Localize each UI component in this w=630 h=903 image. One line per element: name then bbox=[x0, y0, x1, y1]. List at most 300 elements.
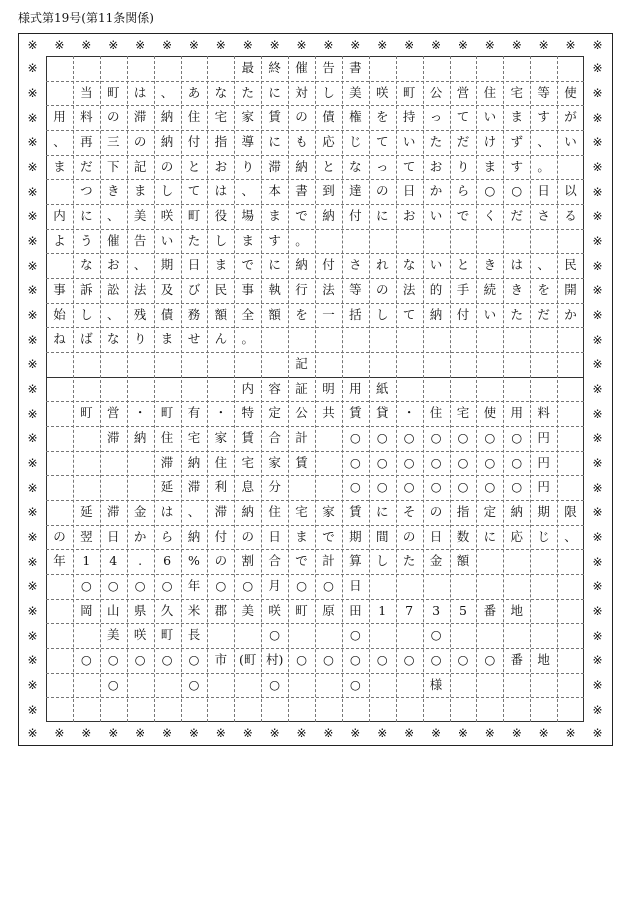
grid-cell: を bbox=[295, 306, 308, 322]
grid-cell: 訟 bbox=[106, 282, 120, 298]
manuscript-form-sheet bbox=[18, 33, 613, 746]
grid-cell: ○ bbox=[484, 652, 496, 668]
grid-cell: 催 bbox=[295, 60, 308, 76]
grid-cell: ん bbox=[214, 331, 228, 347]
grid-cell: の bbox=[106, 109, 120, 125]
grid-cell: 町 bbox=[80, 405, 93, 421]
border-mark: ※ bbox=[27, 332, 38, 347]
grid-cell: 付 bbox=[349, 208, 362, 224]
grid-cell: ○ bbox=[215, 578, 227, 594]
grid-cell: の bbox=[160, 158, 174, 174]
border-mark: ※ bbox=[215, 726, 226, 740]
grid-cell: 権 bbox=[349, 109, 362, 125]
border-mark: ※ bbox=[592, 406, 603, 421]
border-mark: ※ bbox=[592, 283, 603, 298]
border-mark: ※ bbox=[592, 554, 603, 569]
grid-cell: 達 bbox=[349, 183, 362, 199]
grid-cell: の bbox=[133, 134, 147, 150]
grid-cell: 書 bbox=[349, 60, 362, 76]
grid-cell: で bbox=[295, 553, 308, 569]
border-mark: ※ bbox=[27, 38, 38, 52]
grid-cell: 日 bbox=[429, 528, 443, 544]
grid-cell: 美 bbox=[241, 602, 254, 618]
grid-cell: 最 bbox=[241, 60, 254, 76]
grid-cell: ○ bbox=[349, 454, 361, 470]
border-mark: ※ bbox=[27, 529, 38, 544]
border-mark: ※ bbox=[592, 480, 603, 495]
grid-cell: お bbox=[402, 208, 416, 224]
grid-cell: 催 bbox=[106, 232, 120, 248]
grid-cell: つ bbox=[80, 183, 93, 199]
border-mark: ※ bbox=[592, 307, 603, 322]
grid-cell: 、 bbox=[537, 134, 550, 150]
grid-cell: は bbox=[160, 504, 174, 520]
grid-cell: 法 bbox=[322, 282, 335, 298]
grid-cell: ま bbox=[268, 208, 281, 224]
grid-cell: 期 bbox=[537, 504, 550, 520]
grid-cell: だ bbox=[80, 158, 93, 174]
border-mark: ※ bbox=[592, 677, 603, 692]
grid-cell: 滞 bbox=[268, 158, 281, 174]
grid-cell: 容 bbox=[268, 380, 281, 396]
grid-cell: 全 bbox=[241, 306, 254, 322]
grid-cell: 滞 bbox=[106, 504, 120, 520]
grid-cell: 滞 bbox=[160, 454, 174, 470]
grid-cell: ○ bbox=[349, 430, 361, 446]
grid-cell: し bbox=[214, 232, 228, 248]
grid-cell: 応 bbox=[322, 134, 335, 150]
border-mark: ※ bbox=[484, 38, 495, 52]
border-mark: ※ bbox=[592, 579, 603, 594]
grid-cell: 債 bbox=[160, 306, 174, 322]
grid-cell: れ bbox=[375, 257, 389, 273]
grid-cell: ま bbox=[53, 158, 66, 174]
grid-cell: . bbox=[138, 553, 143, 569]
grid-cell: で bbox=[295, 208, 308, 224]
border-mark: ※ bbox=[188, 726, 199, 740]
grid-cell: 。 bbox=[537, 158, 550, 174]
border-mark: ※ bbox=[27, 184, 38, 199]
grid-cell: に bbox=[375, 208, 389, 224]
grid-cell: に bbox=[268, 134, 281, 150]
grid-cell: ○ bbox=[296, 652, 307, 668]
grid-cell: ば bbox=[80, 331, 93, 347]
grid-cell: 原 bbox=[322, 602, 335, 618]
grid-cell: 円 bbox=[537, 479, 550, 495]
grid-cell: 下 bbox=[106, 158, 120, 174]
border-mark: ※ bbox=[27, 61, 38, 76]
border-mark: ※ bbox=[27, 233, 38, 248]
grid-cell: 年 bbox=[53, 553, 66, 569]
grid-cell: の bbox=[214, 553, 228, 569]
grid-cell: き bbox=[483, 257, 497, 273]
grid-cell: ○ bbox=[484, 430, 496, 446]
grid-cell: 年 bbox=[187, 578, 201, 594]
grid-cell: 計 bbox=[295, 430, 308, 446]
grid-cell: 到 bbox=[322, 183, 335, 199]
grid-cell: 公 bbox=[295, 405, 308, 421]
grid-cell: と bbox=[456, 257, 470, 273]
border-mark: ※ bbox=[592, 431, 603, 446]
border-mark: ※ bbox=[431, 726, 442, 740]
grid-cell: 住 bbox=[160, 430, 174, 446]
border-mark: ※ bbox=[27, 726, 38, 740]
grid-cell: あ bbox=[187, 84, 201, 100]
grid-cell: 宅 bbox=[510, 84, 523, 100]
grid-cell: 地 bbox=[537, 652, 550, 668]
border-mark: ※ bbox=[54, 38, 65, 52]
grid-cell: 法 bbox=[133, 282, 147, 298]
grid-cell: と bbox=[322, 158, 335, 174]
grid-cell: ○ bbox=[269, 676, 281, 692]
grid-cell: (町 bbox=[239, 652, 257, 668]
grid-cell: 納 bbox=[133, 430, 147, 446]
grid-cell: 、 bbox=[564, 528, 577, 544]
grid-cell: 特 bbox=[241, 405, 254, 421]
grid-cell: 分 bbox=[268, 479, 281, 495]
grid-cell: い bbox=[429, 208, 443, 224]
grid-cell: 滞 bbox=[106, 430, 120, 446]
grid-col-line bbox=[127, 56, 128, 722]
grid-cell: く bbox=[483, 208, 497, 224]
border-mark: ※ bbox=[296, 38, 307, 52]
grid-cell: 息 bbox=[241, 479, 254, 495]
border-mark: ※ bbox=[27, 677, 38, 692]
grid-cell: 美 bbox=[133, 208, 147, 224]
grid-cell: 番 bbox=[510, 652, 523, 668]
grid-cell: 日 bbox=[268, 528, 281, 544]
border-mark: ※ bbox=[27, 110, 38, 125]
grid-cell: を bbox=[537, 282, 550, 298]
border-mark: ※ bbox=[27, 307, 38, 322]
border-mark: ※ bbox=[27, 159, 38, 174]
grid-cell: し bbox=[80, 306, 93, 322]
grid-cell: ら bbox=[456, 183, 470, 199]
grid-cell: ○ bbox=[107, 676, 119, 692]
grid-cell: ・ bbox=[133, 405, 147, 421]
border-mark: ※ bbox=[592, 357, 603, 372]
grid-cell: に bbox=[268, 84, 281, 100]
grid-cell: て bbox=[187, 183, 201, 199]
grid-cell: だ bbox=[537, 306, 550, 322]
grid-cell: 告 bbox=[322, 60, 335, 76]
grid-cell: り bbox=[456, 158, 470, 174]
grid-cell: ま bbox=[510, 109, 523, 125]
grid-cell: だ bbox=[510, 208, 523, 224]
grid-cell: 、 bbox=[106, 306, 120, 322]
grid-cell: 額 bbox=[456, 553, 470, 569]
grid-cell: 算 bbox=[349, 553, 362, 569]
grid-cell: 公 bbox=[429, 84, 443, 100]
grid-cell: り bbox=[133, 331, 147, 347]
border-mark: ※ bbox=[242, 38, 253, 52]
border-mark: ※ bbox=[135, 726, 146, 740]
form-number-caption: 様式第19号(第11条関係) bbox=[18, 11, 154, 25]
grid-col-line bbox=[557, 56, 558, 722]
grid-cell: 賃 bbox=[349, 504, 362, 520]
grid-cell: 家 bbox=[268, 454, 281, 470]
grid-cell: せ bbox=[187, 331, 201, 347]
grid-cell: 咲 bbox=[375, 84, 389, 100]
grid-cell: 。 bbox=[241, 331, 254, 347]
border-mark: ※ bbox=[592, 159, 603, 174]
grid-cell: 地 bbox=[510, 602, 523, 618]
grid-cell: ○ bbox=[322, 652, 334, 668]
grid-cell: ○ bbox=[376, 479, 388, 495]
grid-cell: は bbox=[510, 257, 523, 273]
border-mark: ※ bbox=[27, 85, 38, 100]
border-mark: ※ bbox=[431, 38, 442, 52]
grid-cell: 円 bbox=[537, 430, 550, 446]
grid-cell: な bbox=[402, 257, 416, 273]
grid-cell: 滞 bbox=[214, 504, 228, 520]
grid-cell: よ bbox=[53, 232, 66, 248]
grid-cell: し bbox=[375, 553, 389, 569]
grid-cell: 住 bbox=[187, 109, 201, 125]
grid-cell: 住 bbox=[214, 454, 228, 470]
grid-cell: 美 bbox=[349, 84, 362, 100]
grid-cell: ○ bbox=[80, 578, 92, 594]
grid-cell: 家 bbox=[241, 109, 254, 125]
grid-cell: ○ bbox=[403, 652, 415, 668]
grid-cell: 額 bbox=[268, 306, 281, 322]
border-mark: ※ bbox=[457, 726, 468, 740]
grid-cell: た bbox=[241, 84, 254, 100]
grid-cell: ○ bbox=[484, 479, 496, 495]
grid-cell: 町 bbox=[295, 602, 308, 618]
grid-col-line bbox=[476, 56, 477, 722]
grid-cell: は bbox=[133, 84, 147, 100]
grid-cell: 書 bbox=[295, 183, 308, 199]
grid-cell: 等 bbox=[537, 84, 550, 100]
grid-cell: お bbox=[429, 158, 443, 174]
grid-cell: 執 bbox=[268, 282, 281, 298]
grid-cell: 納 bbox=[187, 528, 201, 544]
grid-cell: 納 bbox=[160, 109, 174, 125]
grid-cell: 当 bbox=[80, 84, 93, 100]
grid-cell: た bbox=[187, 232, 201, 248]
grid-cell: り bbox=[241, 158, 254, 174]
grid-cell: う bbox=[80, 232, 93, 248]
grid-cell: き bbox=[510, 282, 523, 298]
grid-cell: 宅 bbox=[241, 454, 254, 470]
border-mark: ※ bbox=[269, 38, 280, 52]
grid-cell: 額 bbox=[214, 306, 228, 322]
grid-cell: 。 bbox=[295, 232, 308, 248]
border-mark: ※ bbox=[27, 431, 38, 446]
border-mark: ※ bbox=[108, 38, 119, 52]
grid-cell: 営 bbox=[456, 84, 470, 100]
grid-cell: 使 bbox=[483, 405, 497, 421]
grid-cell: の bbox=[429, 504, 443, 520]
border-mark: ※ bbox=[162, 38, 173, 52]
border-mark: ※ bbox=[592, 381, 603, 396]
grid-cell: ま bbox=[483, 158, 497, 174]
border-mark: ※ bbox=[511, 726, 522, 740]
grid-cell: 始 bbox=[53, 306, 66, 322]
grid-cell: ○ bbox=[161, 652, 173, 668]
grid-cell: ず bbox=[510, 134, 523, 150]
grid-cell: 、 bbox=[537, 257, 550, 273]
grid-cell: 終 bbox=[268, 60, 281, 76]
grid-cell: 納 bbox=[510, 504, 523, 520]
grid-cell: 法 bbox=[402, 282, 416, 298]
grid-cell: な bbox=[349, 158, 362, 174]
border-mark: ※ bbox=[592, 184, 603, 199]
grid-cell: 共 bbox=[322, 405, 335, 421]
border-mark: ※ bbox=[404, 726, 415, 740]
grid-cell: ○ bbox=[376, 430, 388, 446]
grid-cell: ○ bbox=[430, 479, 442, 495]
grid-cell: 納 bbox=[187, 454, 201, 470]
grid-cell: 的 bbox=[429, 282, 443, 298]
border-mark: ※ bbox=[27, 135, 38, 150]
grid-cell: ○ bbox=[457, 479, 469, 495]
grid-cell: 、 bbox=[53, 134, 66, 150]
grid-cell: 日 bbox=[537, 183, 550, 199]
border-mark: ※ bbox=[81, 38, 92, 52]
grid-cell: ○ bbox=[134, 578, 146, 594]
grid-cell: 内 bbox=[53, 208, 66, 224]
grid-cell: ま bbox=[214, 257, 228, 273]
grid-cell: 民 bbox=[564, 257, 577, 273]
grid-cell: 記 bbox=[295, 356, 308, 372]
grid-cell: 限 bbox=[564, 504, 577, 520]
border-mark: ※ bbox=[592, 110, 603, 125]
grid-cell: な bbox=[106, 331, 120, 347]
grid-cell: 三 bbox=[106, 134, 120, 150]
grid-cell: ○ bbox=[349, 479, 361, 495]
grid-cell: が bbox=[564, 109, 577, 125]
border-mark: ※ bbox=[135, 38, 146, 52]
grid-cell: か bbox=[429, 183, 443, 199]
grid-cell: か bbox=[133, 528, 147, 544]
grid-cell: 納 bbox=[160, 134, 174, 150]
border-mark: ※ bbox=[592, 135, 603, 150]
grid-cell: 賃 bbox=[349, 405, 362, 421]
grid-cell: ○ bbox=[296, 578, 307, 594]
grid-cell: 県 bbox=[133, 602, 147, 618]
border-mark: ※ bbox=[592, 628, 603, 643]
grid-cell: い bbox=[402, 134, 416, 150]
grid-cell: 行 bbox=[295, 282, 308, 298]
grid-col-line bbox=[234, 56, 235, 722]
border-mark: ※ bbox=[484, 726, 495, 740]
grid-cell: 納 bbox=[241, 504, 254, 520]
border-mark: ※ bbox=[162, 726, 173, 740]
grid-cell: 賃 bbox=[295, 454, 308, 470]
grid-cell: 以 bbox=[564, 183, 577, 199]
border-mark: ※ bbox=[592, 258, 603, 273]
grid-cell: 納 bbox=[429, 306, 443, 322]
grid-cell: 1 bbox=[82, 553, 91, 569]
grid-cell: し bbox=[160, 183, 174, 199]
grid-cell: 割 bbox=[241, 553, 254, 569]
grid-cell: び bbox=[187, 282, 201, 298]
border-mark: ※ bbox=[27, 603, 38, 618]
grid-cell: 訴 bbox=[80, 282, 93, 298]
grid-cell: で bbox=[456, 208, 470, 224]
grid-cell: ○ bbox=[134, 652, 146, 668]
grid-cell: 用 bbox=[53, 109, 66, 125]
grid-cell: 貸 bbox=[375, 405, 389, 421]
grid-cell: 計 bbox=[322, 553, 335, 569]
grid-cell: 岡 bbox=[80, 602, 93, 618]
grid-col-line bbox=[73, 56, 74, 722]
grid-cell: 咲 bbox=[133, 627, 147, 643]
grid-col-line bbox=[503, 56, 504, 722]
grid-cell: 町 bbox=[402, 84, 416, 100]
grid-cell: 期 bbox=[160, 257, 174, 273]
border-mark: ※ bbox=[323, 38, 334, 52]
grid-cell: ○ bbox=[511, 183, 523, 199]
grid-cell: い bbox=[483, 109, 497, 125]
grid-cell: 手 bbox=[456, 282, 470, 298]
border-mark: ※ bbox=[377, 726, 388, 740]
grid-cell: ○ bbox=[376, 652, 388, 668]
border-mark: ※ bbox=[350, 38, 361, 52]
grid-cell: 納 bbox=[295, 158, 308, 174]
grid-cell: 使 bbox=[564, 84, 577, 100]
grid-col-line bbox=[154, 56, 155, 722]
grid-cell: 咲 bbox=[268, 602, 281, 618]
grid-col-line bbox=[315, 56, 316, 722]
grid-cell: 場 bbox=[241, 208, 254, 224]
grid-cell: 米 bbox=[187, 602, 201, 618]
grid-cell: 残 bbox=[133, 306, 147, 322]
grid-cell: 債 bbox=[322, 109, 335, 125]
grid-cell: 咲 bbox=[160, 208, 174, 224]
grid-cell: 美 bbox=[106, 627, 120, 643]
grid-cell: て bbox=[375, 134, 389, 150]
grid-cell: 1 bbox=[378, 602, 387, 618]
border-mark: ※ bbox=[592, 85, 603, 100]
grid-cell: に bbox=[375, 504, 389, 520]
grid-col-line bbox=[450, 56, 451, 722]
grid-cell: さ bbox=[349, 257, 362, 273]
border-mark: ※ bbox=[27, 381, 38, 396]
grid-cell: 付 bbox=[214, 528, 228, 544]
border-mark: ※ bbox=[269, 726, 280, 740]
grid-cell: け bbox=[483, 134, 497, 150]
grid-cell: し bbox=[322, 84, 335, 100]
grid-cell: 様 bbox=[429, 676, 443, 692]
grid-cell: だ bbox=[456, 134, 470, 150]
grid-cell: じ bbox=[349, 134, 362, 150]
border-mark: ※ bbox=[592, 702, 603, 717]
grid-cell: っ bbox=[375, 158, 389, 174]
grid-cell: 告 bbox=[133, 232, 147, 248]
grid-cell: ○ bbox=[430, 627, 442, 643]
grid-cell: ○ bbox=[80, 652, 92, 668]
border-mark: ※ bbox=[565, 726, 576, 740]
grid-col-line bbox=[288, 56, 289, 722]
grid-cell: な bbox=[214, 84, 228, 100]
border-mark: ※ bbox=[592, 505, 603, 520]
border-mark: ※ bbox=[27, 579, 38, 594]
grid-cell: 指 bbox=[214, 134, 228, 150]
grid-cell: と bbox=[187, 158, 201, 174]
grid-cell: に bbox=[268, 257, 281, 273]
grid-cell: 日 bbox=[402, 183, 416, 199]
grid-cell: 務 bbox=[187, 306, 201, 322]
grid-cell: 事 bbox=[241, 282, 254, 298]
grid-cell: % bbox=[188, 553, 200, 569]
border-mark: ※ bbox=[27, 653, 38, 668]
grid-cell: 営 bbox=[106, 405, 120, 421]
grid-cell: ○ bbox=[430, 652, 442, 668]
grid-cell: そ bbox=[402, 504, 416, 520]
